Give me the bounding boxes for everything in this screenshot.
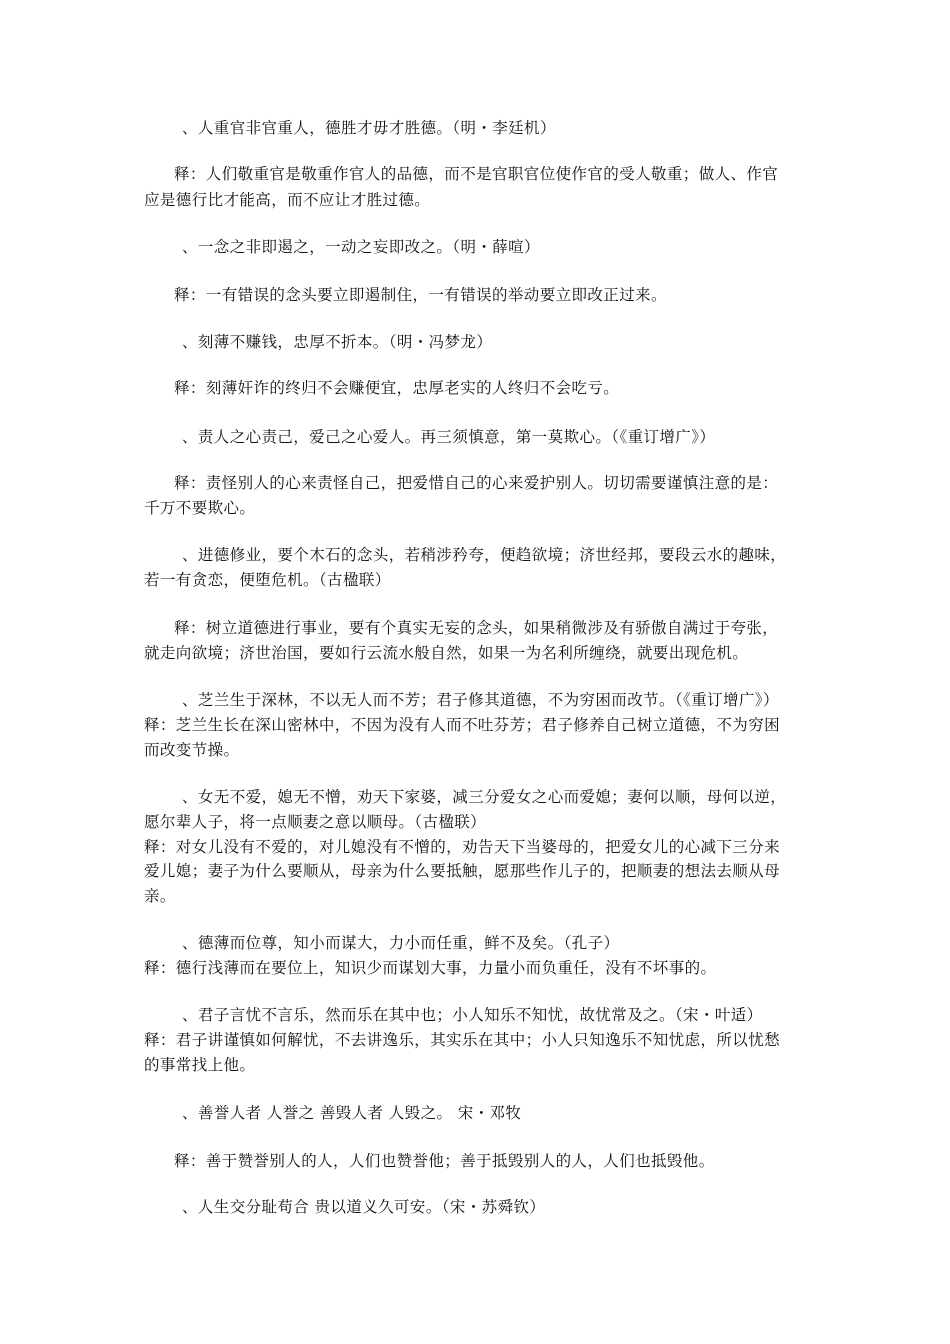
quote-line: 愿尔辈人子，将一点顺妻之意以顺母。（古楹联） [144,813,487,831]
explanation-line: 释：一有错误的念头要立即遏制住，一有错误的举动要立即改正过来。 [174,286,667,304]
explanation-line: 而改变节操。 [144,741,240,759]
quote-line: 、君子言忧不言乐，然而乐在其中也；小人知乐不知忧，故忧常及之。（宋・叶适） [182,1006,763,1024]
quote-line: 、人重官非官重人，德胜才毋才胜德。（明・李廷机） [182,119,556,137]
quote-line: 、芝兰生于深林，不以无人而不芳；君子修其道德，不为穷困而改节。（《重订增广》） [182,691,779,709]
quote-line: 、德薄而位尊，知小而谋大，力小而任重，鲜不及矣。（孔子） [182,934,620,952]
explanation-line: 释：君子讲谨慎如何解忧，不去讲逸乐，其实乐在其中；小人只知逸乐不知忧虑，所以忧愁 [144,1031,781,1049]
quote-line: 、善誉人者 人誉之 善毁人者 人毁之。 宋・邓牧 [182,1104,522,1122]
explanation-line: 释：人们敬重官是敬重作官人的品德，而不是官职官位使作官的受人敬重；做人、作官 [174,165,779,183]
quote-line: 若一有贪恋，便堕危机。（古楹联） [144,571,391,589]
explanation-line: 爱儿媳；妻子为什么要顺从，母亲为什么要抵触，愿那些作儿子的，把顺妻的想法去顺从母 [144,862,781,880]
explanation-line: 亲。 [144,887,176,905]
quote-line: 、进德修业，要个木石的念头，若稍涉矜夸，便趋欲境；济世经邦，要段云水的趣味， [182,546,787,564]
explanation-line: 释：善于赞誉别人的人，人们也赞誉他；善于抵毁别人的人，人们也抵毁他。 [174,1152,715,1170]
explanation-line: 释：责怪别人的心来责怪自己，把爱惜自己的心来爱护别人。切切需要谨慎注意的是： [174,474,779,492]
quote-line: 、刻薄不赚钱，忠厚不折本。（明・冯梦龙） [182,333,493,351]
explanation-line: 释：对女儿没有不爱的，对儿媳没有不憎的，劝告天下当婆母的，把爱女儿的心减下三分来 [144,838,781,856]
quote-line: 、女无不爱，媳无不憎，劝天下家婆，减三分爱女之心而爱媳；妻何以顺，母何以逆， [182,788,787,806]
explanation-line: 释：刻薄奸诈的终归不会赚便宜，忠厚老实的人终归不会吃亏。 [174,379,620,397]
explanation-line: 释：芝兰生长在深山密林中，不因为没有人而不吐芬芳；君子修养自己树立道德，不为穷困 [144,716,781,734]
explanation-line: 就走向欲境；济世治国，要如行云流水般自然，如果一为名利所缠绕，就要出现危机。 [144,644,749,662]
explanation-line: 千万不要欺心。 [144,499,256,517]
explanation-line: 释：树立道德进行事业，要有个真实无妄的念头，如果稍微涉及有骄傲自满过于夸张， [174,619,779,637]
quote-line: 、责人之心责己，爱己之心爱人。再三须慎意，第一莫欺心。（《重订增广》） [182,428,716,446]
explanation-line: 应是德行比才能高，而不应让才胜过德。 [144,191,431,209]
explanation-line: 释：德行浅薄而在要位上，知识少而谋划大事，力量小而负重任，没有不坏事的。 [144,959,717,977]
quote-line: 、一念之非即遏之，一动之妄即改之。（明・薛喧） [182,238,540,256]
explanation-line: 的事常找上他。 [144,1056,256,1074]
quote-line: 、人生交分耻苟合 贵以道义久可安。（宋・苏舜钦） [182,1198,546,1216]
